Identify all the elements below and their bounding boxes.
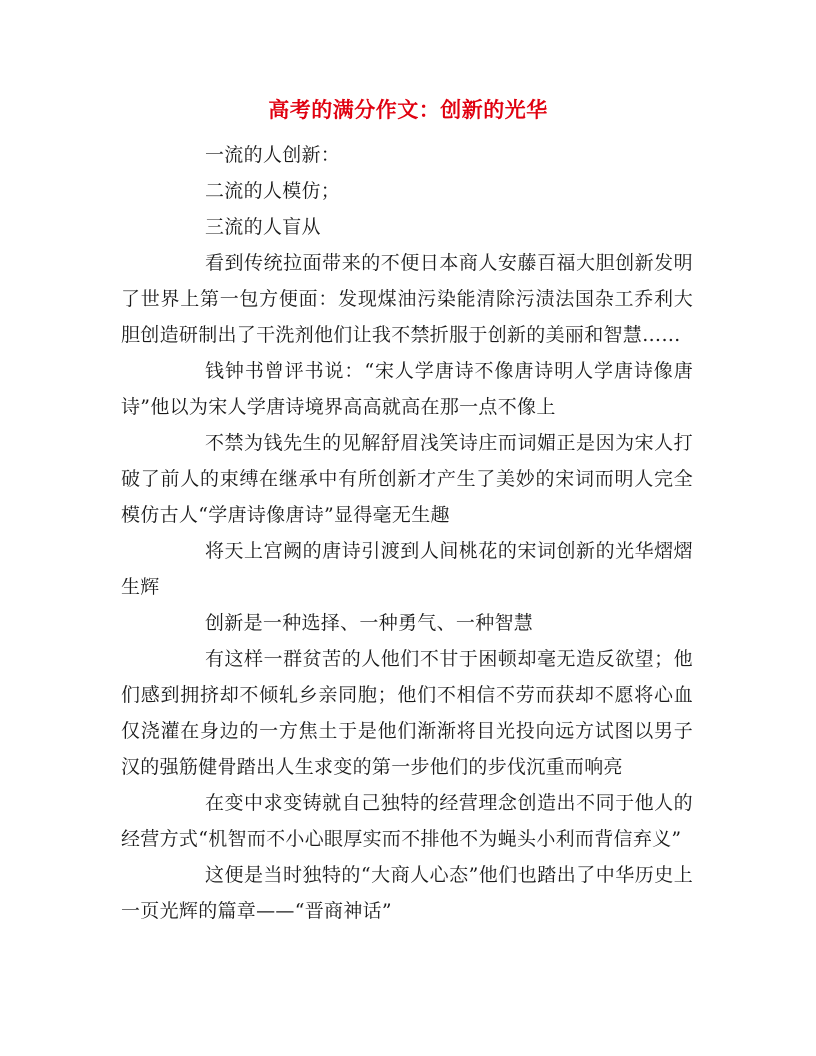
- paragraph: 二流的人模仿；: [205, 180, 341, 202]
- paragraph: 钱钟书曾评书说：“宋人学唐诗不像唐诗明人学唐诗像唐诗”他以为宋人学唐诗境界高高就高在那一点不像上: [121, 360, 693, 418]
- paragraph: 这便是当时独特的“大商人心态”他们也踏出了中华历史上一页光辉的篇章——“晋商神话”: [121, 864, 693, 922]
- paragraph: 在变中求变铸就自己独特的经营理念创造出不同于他人的经营方式“机智而不小心眼厚实而不排他不为蝇头小利而背信弃义”: [121, 792, 693, 850]
- paragraph: 不禁为钱先生的见解舒眉浅笑诗庄而词媚正是因为宋人打破了前人的束缚在继承中有所创新才产生了美妙的宋词而明人完全模仿古人“学唐诗像唐诗”显得毫无生趣: [121, 432, 693, 526]
- document-body: [121, 137, 693, 929]
- paragraph: 看到传统拉面带来的不便日本商人安藤百福大胆创新发明了世界上第一包方便面：发现煤油污染能清除污渍法国杂工乔利大胆创造研制出了干洗剂他们让我不禁折服于创新的美丽和智慧……: [121, 252, 693, 346]
- paragraph: 有这样一群贫苦的人他们不甘于困顿却毫无造反欲望；他们感到拥挤却不倾轧乡亲同胞；他们不相信不劳而获却不愿将心血仅浇灌在身边的一方焦土于是他们渐渐将目光投向远方试图以男子汉的强筋健骨踏出人生求变的第一步他们的步伐沉重而响亮: [121, 648, 693, 778]
- paragraph: 创新是一种选择、一种勇气、一种智慧: [205, 612, 534, 634]
- paragraph: 一流的人创新：: [205, 144, 341, 166]
- document-title: 高考的满分作文：创新的光华: [268, 97, 548, 122]
- paragraph: 三流的人盲从: [205, 216, 321, 238]
- paragraph: 将天上宫阙的唐诗引渡到人间桃花的宋词创新的光华熠熠生辉: [121, 540, 693, 598]
